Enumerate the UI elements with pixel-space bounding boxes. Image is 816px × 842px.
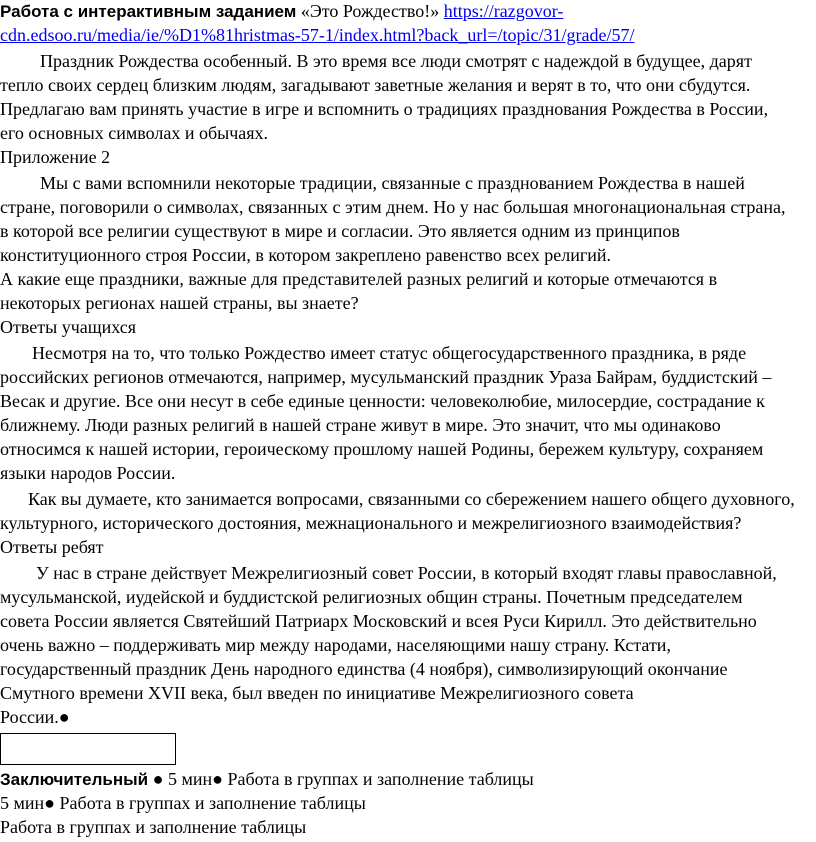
final-line-1 (0, 768, 534, 791)
heading-quote: «Это Рождество!» (296, 1, 444, 21)
final-label: Заключительный (0, 770, 149, 789)
bullet: ● (44, 793, 56, 813)
final-activity: Работа в группах и заполнение таблицы (0, 817, 307, 837)
para4-line: культурного, исторического достояния, межнационального и межрелигиозного взаимодействия? (0, 513, 742, 533)
empty-text-box (0, 733, 176, 765)
para1-line: Праздник Рождества особенный. В это время все люди смотрят с надеждой в будущее, дарят (40, 51, 752, 71)
final-duration: 5 мин (167, 769, 213, 789)
para2-line: некоторых регионах нашей страны, вы знаете? (0, 293, 359, 313)
para2-line: Мы с вами вспомнили некоторые традиции, связанные с празднованием Рождества в нашей (40, 173, 745, 193)
para3-line: Весак и другие. Все они несут в себе единые ценности: человеколюбие, милосердие, сострадание к (0, 391, 765, 411)
para1-line: Предлагаю вам принять участие в игре и вспомнить о традициях празднования Рождества в России, (0, 99, 769, 119)
final-line-3 (0, 816, 306, 838)
final-duration: 5 мин (0, 793, 45, 813)
para2-line: конституционного строя России, в котором закреплено равенство всех религий. (0, 245, 611, 265)
heading-title: Работа с интерактивным заданием (0, 2, 297, 21)
para1-line: его основных символах и обычаях. (0, 123, 269, 143)
para5-last-line (0, 706, 70, 728)
heading-line-2 (0, 24, 635, 46)
para3-line: ближнему. Люди разных религий в нашей стране живут в мире. Это значит, что мы одинаково (0, 415, 721, 435)
para4-line: Как вы думаете, кто занимается вопросами, связанными со сбережением нашего общего духовного, (28, 489, 795, 509)
final-activity: Работа в группах и заполнение таблицы (227, 769, 534, 789)
christmas-link-part-1[interactable]: https://razgovor- (443, 1, 564, 21)
para5-line: России. (0, 707, 59, 727)
final-activity: Работа в группах и заполнение таблицы (59, 793, 366, 813)
para1-line: тепло своих сердец близким людям, загадывают заветные желания и верят в то, что они сбудутся. (0, 75, 751, 95)
final-line-2 (0, 792, 366, 814)
para2-line: стране, поговорили о символах, связанных с этим днем. Но у нас большая многонациональная страна, (0, 197, 786, 217)
bullet: ● (58, 707, 70, 727)
para3-line: российских регионов отмечаются, например, мусульманский праздник Ураза Байрам, буддистский – (0, 367, 772, 387)
answers-label: Ответы учащихся (0, 317, 136, 337)
heading-line-1 (0, 0, 563, 23)
para3-line: относимся к нашей истории, героическому прошлому нашей Родины, бережем культуру, сохраняем (0, 439, 764, 459)
para5-line: мусульманской, иудейской и буддистской религиозных общин страны. Почетным председателем (0, 587, 743, 607)
para3-line: языки народов России. (0, 463, 176, 483)
para5-line: очень важно – поддерживать мир между народами, населяющими нашу страну. Кстати, (0, 635, 671, 655)
para3-line: Несмотря на то, что только Рождество имеет статус общегосударственного праздника, в ряде (32, 343, 747, 363)
bullet: ● (212, 769, 223, 789)
appendix-label: Приложение 2 (0, 147, 111, 167)
para2-line: А какие еще праздники, важные для представителей разных религий и которые отмечаются в (0, 269, 718, 289)
para5-line: совета России является Святейший Патриарх Московский и всея Руси Кирилл. Это действительно (0, 611, 757, 631)
para5-line: государственный праздник День народного единства (4 ноября), символизирующий окончание (0, 659, 728, 679)
para2-line: в которой все религии существуют в мире и согласии. Это является одним из принципов (0, 221, 680, 241)
bullet: ● (152, 769, 164, 789)
para5-line: У нас в стране действует Межрелигиозный совет России, в который входят главы православной, (36, 563, 777, 583)
christmas-link-part-2[interactable]: cdn.edsoo.ru/media/ie/%D1%81hristmas-57-1/index.html?back_url=/topic/31/grade/57/ (0, 25, 635, 45)
answers-label: Ответы ребят (0, 537, 104, 557)
para5-line: Смутного времени XVII века, был введен по инициативе Межрелигиозного совета (0, 683, 634, 703)
